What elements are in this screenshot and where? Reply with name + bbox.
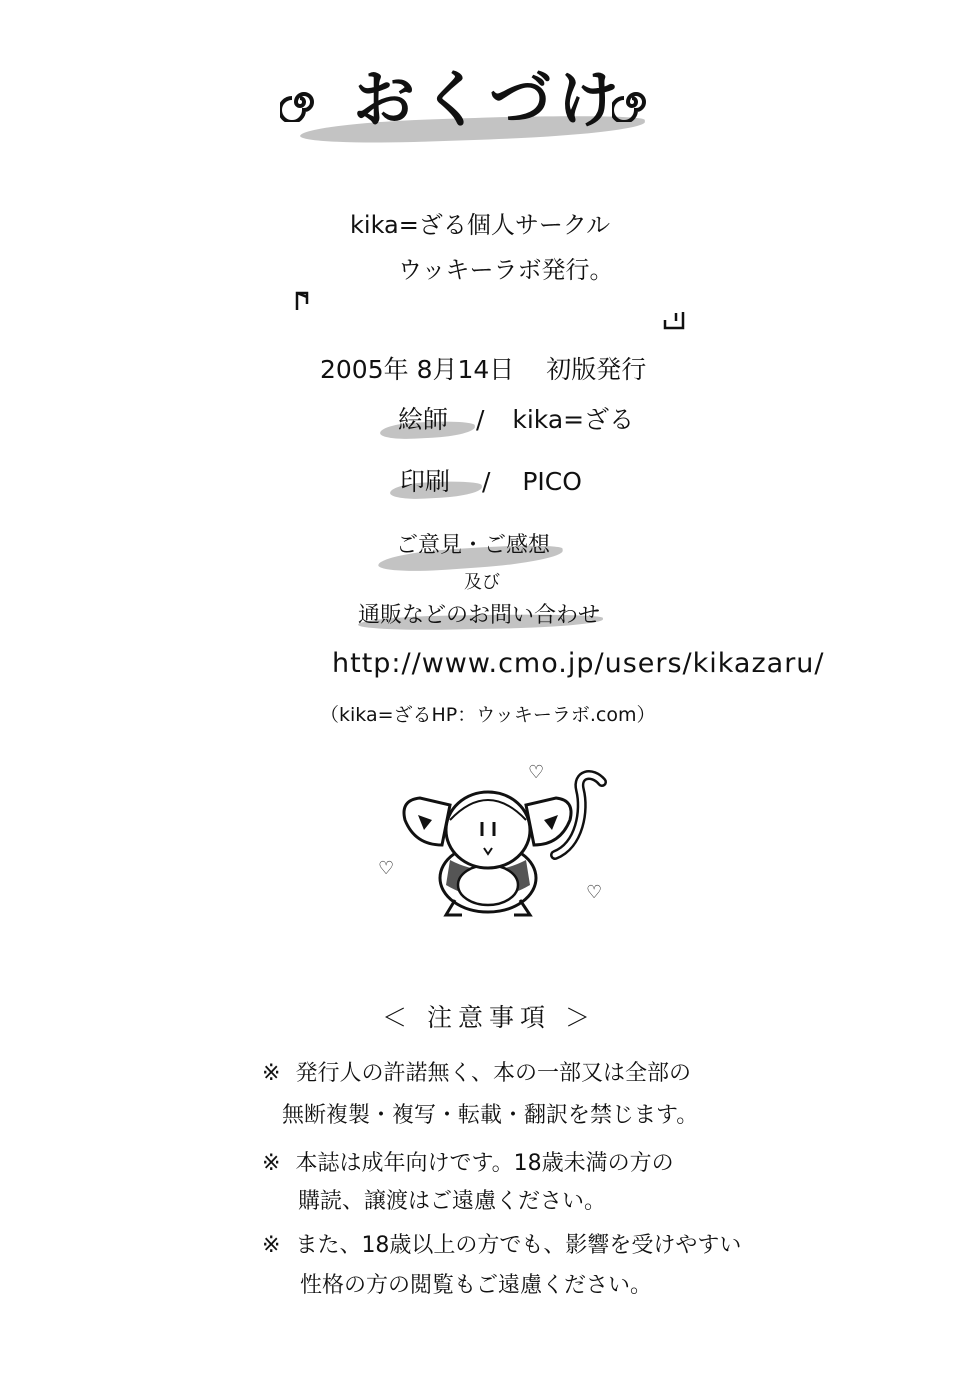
page-title: おくづけ	[352, 63, 625, 136]
notice-text-line1: 発行人の許諾無く、本の一部又は全部の	[295, 1061, 691, 1086]
contact-and: 及び	[464, 572, 500, 593]
notice-text-line2: 性格の方の閲覧もご遠慮ください。	[300, 1273, 653, 1298]
publisher-issue: ウッキーラボ発行。	[398, 256, 614, 284]
heart-icon: ♡	[378, 858, 395, 879]
notice-item	[262, 1228, 741, 1259]
edition-label: 初版発行	[546, 355, 647, 384]
music-note-icon	[662, 308, 686, 330]
notice-text-line1: 本誌は成年向けです。18歳未満の方の	[295, 1151, 674, 1176]
illustrator-separator: /	[475, 405, 485, 434]
publication-date	[320, 350, 646, 386]
notice-mark: ※	[262, 1233, 281, 1258]
music-note-icon	[292, 290, 314, 312]
notice-item	[262, 1146, 674, 1177]
notice-text-line2: 購読、譲渡はご遠慮ください。	[298, 1189, 607, 1214]
heart-icon: ♡	[528, 762, 545, 783]
printer-name: PICO	[522, 467, 582, 496]
notice-text-line2: 無断複製・複写・転載・翻訳を禁じます。	[282, 1103, 699, 1128]
monkey-mascot-illustration	[380, 760, 620, 925]
notice-title: ＜ 注意事項 ＞	[382, 1003, 596, 1032]
printer-label: 印刷	[400, 467, 451, 496]
notice-mark: ※	[262, 1151, 281, 1176]
printer-separator: /	[481, 467, 491, 496]
illustrator-label: 絵師	[398, 405, 449, 434]
notice-item	[262, 1056, 691, 1087]
homepage-note: （kika=ざるHP：ウッキーラボ.com）	[320, 704, 656, 726]
contact-inquiry: 通販などのお問い合わせ	[358, 603, 601, 628]
publisher-circle: kika=ざる個人サークル	[350, 211, 611, 239]
contact-heading: ご意見・ご感想	[396, 533, 551, 558]
notice-mark: ※	[262, 1061, 281, 1086]
heart-icon: ♡	[586, 882, 603, 903]
date-value: 2005年 8月14日	[320, 355, 515, 384]
illustrator-name: kika=ざる	[512, 405, 635, 434]
printer-row	[400, 462, 582, 498]
website-url: http://www.cmo.jp/users/kikazaru/	[332, 648, 825, 679]
illustrator-row	[398, 400, 634, 436]
notice-text-line1: また、18歳以上の方でも、影響を受けやすい	[295, 1233, 742, 1258]
